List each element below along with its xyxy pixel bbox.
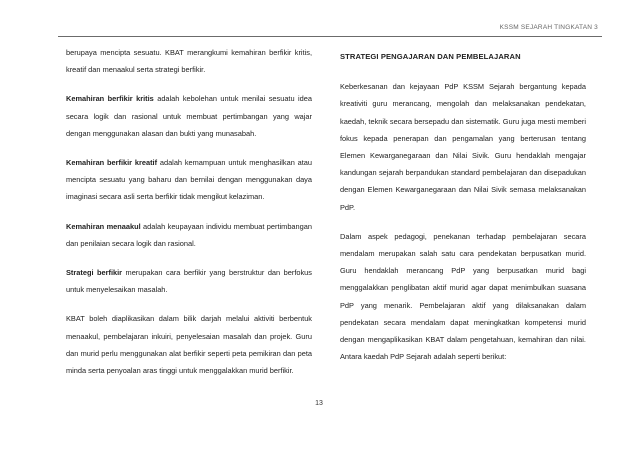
definition-creative-thinking: adalah kemampuan untuk menghasilkan atau mencipta sesuatu yang baharu dan bernilai dengan menggunakan daya imaginasi secara asli serta berfikir tidak mengikut kelaziman.: [66, 158, 312, 202]
definition-critical-thinking: adalah kebolehan untuk menilai sesuatu idea secara logik dan rasional untuk membuat pertimbangan yang wajar dengan menggunakan alasan dan bukti yang munasabah.: [66, 94, 312, 138]
paragraph-pedagogy: Dalam aspek pedagogi, penekanan terhadap pembelajaran secara mendalam merupakan salah satu cara pendekatan berpusatkan murid. Guru hendaklah merancang PdP yang berpusatkan murid bagi menggalakkan penglibatan aktif murid agar dapat menimbulkan suasana PdP yang menarik. Pembelajaran aktif yang dilaksanakan dalam pendekatan secara mendalam dapat meningkatkan kompetensi murid dengan mengaplikasikan KBAT dalam pengetahuan, kemahiran dan nilai. Antara kaedah PdP Sejarah adalah seperti berikut:: [340, 231, 586, 362]
page-number: 13: [315, 400, 323, 407]
header-divider: [58, 36, 602, 37]
paragraph-critical-thinking: [66, 90, 312, 142]
right-column: [340, 44, 586, 377]
term-critical-thinking: Kemahiran berfikir kritis: [66, 94, 154, 104]
term-thinking-strategy: Strategi berfikir: [66, 268, 123, 278]
term-creative-thinking: Kemahiran berfikir kreatif: [66, 158, 158, 168]
paragraph-creative-thinking: [66, 154, 312, 206]
paragraph-reasoning: [66, 218, 312, 252]
paragraph-kbat-intro: berupaya mencipta sesuatu. KBAT merangkumi kemahiran berfikir kritis, kreatif dan menaakul serta strategi berfikir.: [66, 48, 312, 75]
left-column: [66, 44, 312, 391]
running-header: KSSM SEJARAH TINGKATAN 3: [499, 24, 598, 31]
paragraph-thinking-strategy: [66, 264, 312, 298]
paragraph-pdp-effectiveness: Keberkesanan dan kejayaan PdP KSSM Sejarah bergantung kepada kreativiti guru merancang, mengolah dan melaksanakan pendekatan, kaedah, teknik secara bersepadu dan sistematik. Guru juga mesti memberi fokus kepada penerapan dan pengamalan yang berterusan tentang Elemen Kewarganegaraan dan Nilai Sivik. Guru hendaklah mengajar kandungan sejarah berpandukan standard pembelajaran dan disepadukan dengan Elemen Kewarganegaraan dan Nilai Sivik semasa melaksanakan PdP.: [340, 82, 586, 212]
definition-reasoning: adalah keupayaan individu membuat pertimbangan dan penilaian secara logik dan rasional.: [66, 221, 312, 248]
definition-thinking-strategy: merupakan cara berfikir yang berstruktur dan berfokus untuk menyelesaikan masalah.: [66, 268, 312, 295]
paragraph-kbat-application: KBAT boleh diaplikasikan dalam bilik darjah melalui aktiviti berbentuk menaakul, pembelajaran inkuiri, penyelesaian masalah dan projek. Guru dan murid perlu menggunakan alat berfikir seperti peta pemikiran dan peta minda serta penyoalan aras tinggi untuk menggalakkan murid berfikir.: [66, 314, 312, 376]
section-title: STRATEGI PENGAJARAN DAN PEMBELAJARAN: [340, 52, 521, 61]
term-reasoning: Kemahiran menaakul: [66, 221, 141, 231]
